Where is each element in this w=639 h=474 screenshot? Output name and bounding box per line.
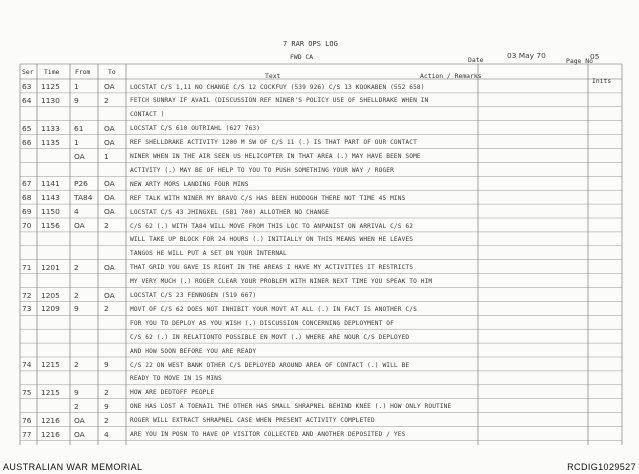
row-text: REF TALK WITH NINER MY BRAVO C/S HAS BEEN HUDDOGH THERE NOT TIME 45 MINS xyxy=(130,194,406,202)
row-ser: 75 xyxy=(22,387,32,397)
row-text: MOVT OF C/S 62 DOES NOT INHIBIT YOUR MOVT AT ALL (.) IN FACT IS ANOTHER C/S xyxy=(130,305,417,313)
row-text: READY TO MOVE IN 15 MINS xyxy=(130,375,222,383)
row-text: TANGOS HE WILL PUT A SET ON YOUR INTERNAL xyxy=(130,250,287,258)
row-ser: 71 xyxy=(22,262,32,272)
row-to: OA xyxy=(104,193,115,203)
page-value: 05 xyxy=(590,52,600,61)
row-ser: 72 xyxy=(22,290,32,300)
row-from: TA84 xyxy=(74,193,93,203)
row-ser: 69 xyxy=(22,207,32,217)
col-header-from: From xyxy=(75,68,91,76)
row-time: 1143 xyxy=(41,193,60,203)
row-to: 2 xyxy=(104,95,109,105)
row-text: WILL TAKE UP BLOCK FOR 24 HOURS (.) INITIALLY ON THIS MEANS WHEN HE LEAVES xyxy=(130,236,414,244)
row-ser: 73 xyxy=(22,304,32,314)
row-to: 1 xyxy=(104,151,109,161)
date-label: Date xyxy=(468,56,484,64)
date-value: 03 May 70 xyxy=(507,51,546,60)
row-to: OA xyxy=(104,290,115,300)
row-to: 2 xyxy=(104,387,109,397)
row-from: 4 xyxy=(74,207,79,217)
row-ser: 65 xyxy=(22,123,32,133)
row-time: 1133 xyxy=(41,123,60,133)
row-from: OA xyxy=(74,415,85,425)
row-time: 1125 xyxy=(41,82,60,91)
row-time: 1215 xyxy=(41,360,60,369)
row-time: 1130 xyxy=(41,95,60,105)
row-text: THAT GRID YOU GAVE IS RIGHT IN THE AREAS I HAVE MY ACTIVITIES IT RESTRICTS xyxy=(130,264,414,272)
row-from: OA xyxy=(74,151,85,161)
col-header-action: Action / Remarks xyxy=(420,72,482,80)
row-to: OA xyxy=(104,179,115,189)
row-from: 2 xyxy=(74,262,79,272)
row-text: ACTIVITY (.) MAY BE OF HELP TO YOU TO PUSH SOMETHING YOUR WAY / ROGER xyxy=(130,166,394,174)
row-text: MY VERY MUCH (.) ROGER CLEAR YOUR PROBLEM WITH NINER NEXT TIME YOU SPEAK TO HIM xyxy=(130,278,433,286)
row-to: 9 xyxy=(104,401,109,411)
row-from: 61 xyxy=(74,123,84,133)
row-text: C/S 62 (.) WITH TA84 WILL MOVE FROM THIS LOC TO ANPANIST ON ARRIVAL C/S 62 xyxy=(130,222,414,230)
row-text: FOR YOU TO DEPLOY AS YOU WISH (.) DISCUSSION CONCERNING DEPLOYMENT OF xyxy=(130,319,394,327)
row-from: 1 xyxy=(74,137,79,147)
col-header-time: Time xyxy=(44,68,60,76)
row-ser: 70 xyxy=(22,221,32,230)
row-to: OA xyxy=(104,123,115,133)
footer-right: RCDIG1029527 xyxy=(567,462,636,472)
row-text: C/S 22 ON WEST BANK OTHER C/S DEPLOYED AROUND AREA OF CONTACT (.) WILL BE xyxy=(130,361,410,369)
row-text: ROGER WILL EXTRACT SHRAPNEL CASE WHEN PRESENT ACTIVITY COMPLETED xyxy=(130,417,375,425)
row-text: CONTACT ) xyxy=(130,111,165,119)
row-to: 9 xyxy=(104,360,109,369)
row-text: AND HOW SOON BEFORE YOU ARE READY xyxy=(130,347,257,355)
row-ser: 66 xyxy=(22,137,32,147)
row-ser: 74 xyxy=(22,360,32,369)
col-header-inits: Inits xyxy=(592,77,612,85)
row-to: OA xyxy=(104,82,115,91)
row-to: OA xyxy=(104,207,115,217)
row-time: 1205 xyxy=(41,290,60,300)
row-from: 1 xyxy=(74,82,79,91)
row-to: OA xyxy=(104,262,115,272)
row-text: NEW ARTY MORS LANDING FOUR MINS xyxy=(130,180,249,188)
row-from: 9 xyxy=(74,95,79,105)
row-time: 1216 xyxy=(41,429,60,439)
row-from: 2 xyxy=(74,401,79,411)
row-from: P26 xyxy=(74,179,88,189)
row-text: LOCSTAT C/S 610 OUTRIAHL (627 763) xyxy=(130,125,261,133)
row-text: LOCSTAT C/S 43 JHINGXEL (581 700) ALLOTHER NO CHANGE xyxy=(130,208,329,216)
log-title: 7 RAR OPS LOG xyxy=(283,40,338,48)
row-time: 1209 xyxy=(41,304,60,314)
row-text: ONE HAS LOST A TOENAIL THE OTHER HAS SMALL SHRAPNEL BEHIND KNEE (.) HOW ONLY ROUTINE xyxy=(130,403,452,411)
log-subtitle: FWD CA xyxy=(290,53,314,61)
row-time: 1141 xyxy=(41,179,60,189)
row-time: 1150 xyxy=(41,207,60,217)
col-header-ser: Ser xyxy=(22,68,34,76)
row-text: FETCH SUNRAY IF AVAIL (DISCUSSION REF NINER'S POLICY USE OF SHELLDRAKE WHEN IN xyxy=(130,97,429,105)
row-to: 2 xyxy=(104,415,109,425)
row-text: LOCSTAT C/S 23 FENNOGEN (519 667) xyxy=(130,292,257,299)
row-from: 9 xyxy=(74,304,79,314)
row-from: 9 xyxy=(74,387,79,397)
row-from: OA xyxy=(74,429,85,439)
row-ser: 64 xyxy=(22,95,32,105)
row-from: 2 xyxy=(74,360,79,369)
row-time: 1135 xyxy=(41,137,60,147)
row-to: 4 xyxy=(104,429,109,439)
row-to: 2 xyxy=(104,304,109,314)
row-ser: 68 xyxy=(22,193,32,203)
row-text: HOW ARE DEDTOFF PEOPLE xyxy=(130,389,215,397)
row-time: 1201 xyxy=(41,262,60,272)
col-header-text: Text xyxy=(265,72,281,80)
row-text: LOCSTAT C/S 1,11 NO CHANGE C/S 12 COCKFUY (539 926) C/S 13 KOOKABEN (552 658) xyxy=(130,83,425,91)
row-ser: 63 xyxy=(22,82,32,91)
row-text: REF SHELLDRAKE ACTIVITY 1200 M SW OF C/S 11 (.) IS THAT PART OF OUR CONTACT xyxy=(130,139,417,147)
row-time: 1215 xyxy=(41,387,60,397)
row-from: 2 xyxy=(74,290,79,300)
row-to: OA xyxy=(104,137,115,147)
footer-left: AUSTRALIAN WAR MEMORIAL xyxy=(3,462,143,472)
row-ser: 76 xyxy=(22,415,32,425)
row-text: NINER WHEN IN THE AIR SEEN US HELICOPTER IN THAT AREA (.) MAY HAVE BEEN SOME xyxy=(130,153,421,160)
row-time: 1216 xyxy=(41,415,60,425)
row-time: 1156 xyxy=(41,221,60,230)
row-ser: 67 xyxy=(22,179,32,189)
row-text: C/S 62 (.) IN RELATIONTO POSSIBLE EN MOVT (.) WHERE ARE NOUR C/S DEPLOYED xyxy=(130,333,410,341)
page-label: Page No xyxy=(566,57,593,65)
row-to: 2 xyxy=(104,221,109,230)
row-text: ARE YOU IN POSN TO HAVE OP VISITOR COLLECTED AND ANOTHER DEPOSITED / YES xyxy=(130,431,406,438)
row-from: OA xyxy=(74,221,85,230)
col-header-to: To xyxy=(108,68,116,76)
row-ser: 77 xyxy=(22,429,32,439)
